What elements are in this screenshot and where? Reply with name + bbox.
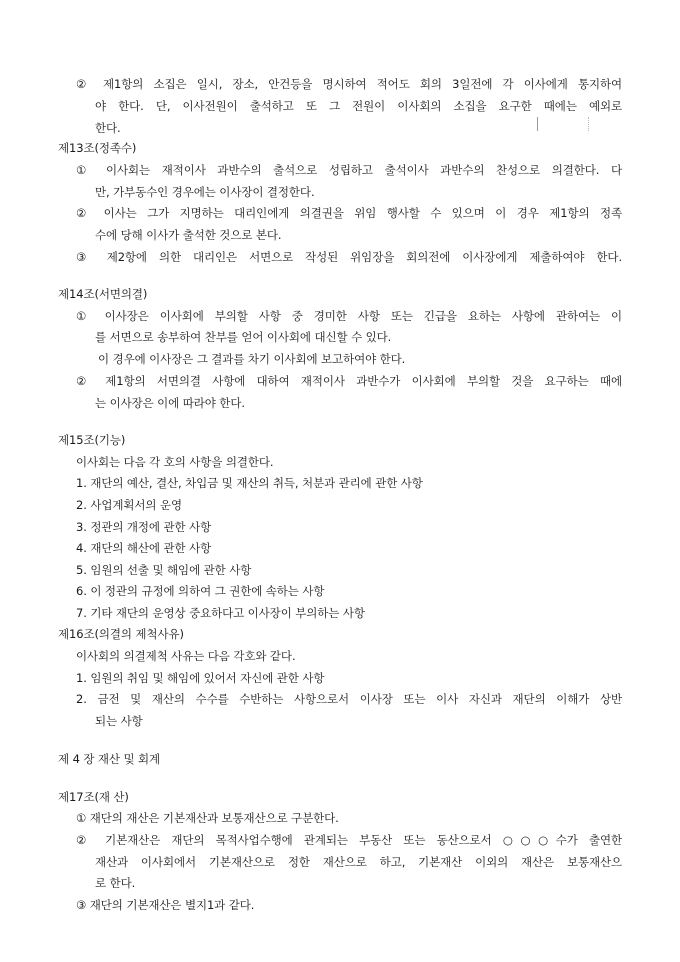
art15-item: 1. 재단의 예산, 결산, 차입금 및 재산의 취득, 처분과 관리에 관한 사항 [76,476,423,490]
art15-item: 3. 정관의 개정에 관한 사항 [76,520,212,534]
art15-item: 6. 이 정관의 규정에 의하여 그 권한에 속하는 사항 [76,584,325,598]
article-14-title: 제14조(서면의결) [58,287,148,301]
art14-p1-line2: 를 서면으로 송부하여 찬부를 얻어 이사회에 대신할 수 있다. [95,330,392,344]
article-13-title: 제13조(정족수) [58,141,137,155]
art15-item: 5. 임원의 선출 및 해임에 관한 사항 [76,563,252,577]
art15-item: 7. 기타 재단의 운영상 중요하다고 이사장이 부의하는 사항 [76,606,365,620]
art17-p1: ① 재단의 재산은 기본재산과 보통재산으로 구분한다. [76,811,339,825]
art17-p2-line2: 재산과 이사회에서 기본재산으로 정한 재산으로 하고, 기본재산 이외의 재산은 보통재산으 [95,855,622,869]
art12-p2-line1: ② 제1항의 소집은 일시, 장소, 안건등을 명시하여 적어도 회의 3일전에 각 이사에게 통지하여 [76,77,622,91]
scan-mark [537,117,589,131]
art16-intro: 이사회의 의결제척 사유는 다음 각호와 같다. [76,649,296,663]
art17-p3: ③ 재단의 기본재산은 별지1과 같다. [76,898,255,912]
art14-p1-line3: 이 경우에 이사장은 그 결과를 차기 이사회에 보고하여야 한다. [98,352,406,366]
art14-p2-line2: 는 이사장은 이에 따라야 한다. [95,396,245,410]
art14-p1-line1: ① 이사장은 이사회에 부의할 사항 중 경미한 사항 또는 긴급을 요하는 사항에 관하여는 이 [76,309,622,323]
art15-intro: 이사회는 다음 각 호의 사항을 의결한다. [76,455,274,469]
art12-p2-line3: 한다. [95,121,121,135]
chapter-4-heading: 제 4 장 재산 및 회계 [58,752,161,766]
article-17-title: 제17조(재 산) [58,790,129,804]
art14-p2-line1: ② 제1항의 서면의결 사항에 대하여 재적이사 과반수가 이사회에 부의할 것을 요구하는 때에 [76,374,622,388]
art15-item: 2. 사업계획서의 운영 [76,498,182,512]
art16-item-continued: 되는 사항 [95,714,143,728]
art12-p2-line2: 야 한다. 단, 이사전원이 출석하고 또 그 전원이 이사회의 소집을 요구한 때에는 예외로 [95,99,622,113]
art13-p2-line2: 수에 당해 이사가 출석한 것으로 본다. [95,228,282,242]
art13-p1-line1: ① 이사회는 재적이사 과반수의 출석으로 성립하고 출석이사 과반수의 찬성으로 의결한다. 다 [76,163,622,177]
article-16-title: 제16조(의결의 제척사유) [58,627,184,641]
art16-item: 2. 금전 및 재산의 수수를 수반하는 사항으로서 이사장 또는 이사 자신과 재단의 이해가 상반 [76,692,622,706]
art13-p1-line2: 만, 가부동수인 경우에는 이사장이 결정한다. [95,185,315,199]
art15-item: 4. 재단의 해산에 관한 사항 [76,541,212,555]
art13-p3: ③ 제2항에 의한 대리인은 서면으로 작성된 위임장을 회의전에 이사장에게 제출하여야 한다. [76,250,622,264]
art16-item: 1. 임원의 취임 및 해임에 있어서 자신에 관한 사항 [76,671,325,685]
art17-p2-line3: 로 한다. [95,876,136,890]
article-15-title: 제15조(기능) [58,433,126,447]
art13-p2-line1: ② 이사는 그가 지명하는 대리인에게 의결권을 위임 행사할 수 있으며 이 경우 제1항의 정족 [76,206,622,220]
art17-p2-line1: ② 기본재산은 재단의 목적사업수행에 관계되는 부동산 또는 동산으로서 ○○○수가 출연한 [76,833,622,847]
